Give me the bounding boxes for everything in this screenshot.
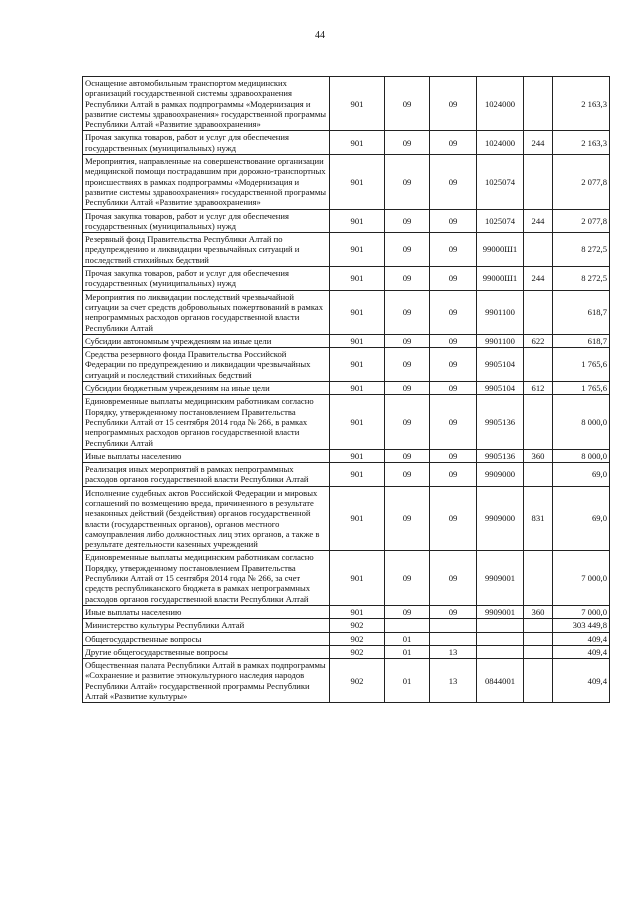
table-row <box>83 551 610 605</box>
subsection-cell: 09 <box>430 77 477 131</box>
table-row <box>83 348 610 382</box>
table-row <box>83 486 610 551</box>
subsection-cell: 09 <box>430 486 477 551</box>
row-name-cell: Средства резервного фонда Правительства Российской Федерации по предупреждению и ликвидации чрезвычайных ситуаций и последствий стихийных бедствий <box>83 348 330 382</box>
target-article-cell <box>477 645 524 658</box>
target-article-cell: 0844001 <box>477 659 524 703</box>
expense-type-cell: 612 <box>524 382 553 395</box>
row-name-cell: Иные выплаты населению <box>83 605 330 618</box>
expense-type-cell <box>524 463 553 487</box>
amount-cell: 69,0 <box>553 486 610 551</box>
table-row <box>83 233 610 267</box>
subsection-cell <box>430 632 477 645</box>
row-name-cell: Единовременные выплаты медицинским работникам согласно Порядку, утвержденному постановлением Правительства Республики Алтай от 15 сентября 2014 года № 266, в рамках непрограммных расходов органов государственной власти Республики Алтай <box>83 395 330 449</box>
table-row <box>83 659 610 703</box>
amount-cell: 7 000,0 <box>553 605 610 618</box>
grbs-cell: 901 <box>330 233 385 267</box>
grbs-cell: 901 <box>330 486 385 551</box>
grbs-cell: 902 <box>330 632 385 645</box>
subsection-cell: 09 <box>430 449 477 462</box>
amount-cell: 618,7 <box>553 290 610 334</box>
expense-type-cell: 831 <box>524 486 553 551</box>
expense-type-cell <box>524 659 553 703</box>
target-article-cell: 9905104 <box>477 382 524 395</box>
table-row <box>83 619 610 632</box>
table-row <box>83 632 610 645</box>
grbs-cell: 901 <box>330 395 385 449</box>
row-name-cell: Субсидии автономным учреждениям на иные цели <box>83 334 330 347</box>
section-cell: 09 <box>385 486 430 551</box>
grbs-cell: 902 <box>330 645 385 658</box>
table-row <box>83 463 610 487</box>
table-row <box>83 395 610 449</box>
grbs-cell: 902 <box>330 619 385 632</box>
row-name-cell: Мероприятия, направленные на совершенствование организации медицинской помощи пострадавшим при дорожно-транспортных происшествиях в рамках подпрограммы «Модернизация и развитие системы здравоохранения» государственной программы Республики Алтай «Развитие здравоохранения» <box>83 155 330 209</box>
amount-cell: 8 272,5 <box>553 233 610 267</box>
grbs-cell: 901 <box>330 77 385 131</box>
expense-type-cell <box>524 77 553 131</box>
section-cell: 01 <box>385 659 430 703</box>
section-cell: 09 <box>385 551 430 605</box>
table-row <box>83 449 610 462</box>
target-article-cell: 9909000 <box>477 463 524 487</box>
amount-cell: 1 765,6 <box>553 348 610 382</box>
subsection-cell: 09 <box>430 334 477 347</box>
amount-cell: 7 000,0 <box>553 551 610 605</box>
amount-cell: 2 077,8 <box>553 155 610 209</box>
row-name-cell: Субсидии бюджетным учреждениям на иные цели <box>83 382 330 395</box>
row-name-cell: Прочая закупка товаров, работ и услуг для обеспечения государственных (муниципальных) нужд <box>83 131 330 155</box>
table-row <box>83 290 610 334</box>
grbs-cell: 901 <box>330 131 385 155</box>
target-article-cell: 9909001 <box>477 605 524 618</box>
row-name-cell: Министерство культуры Республики Алтай <box>83 619 330 632</box>
grbs-cell: 901 <box>330 290 385 334</box>
amount-cell: 2 163,3 <box>553 131 610 155</box>
amount-cell: 2 163,3 <box>553 77 610 131</box>
budget-table <box>82 76 610 703</box>
section-cell: 09 <box>385 382 430 395</box>
expense-type-cell <box>524 290 553 334</box>
table-row <box>83 267 610 291</box>
target-article-cell: 1024000 <box>477 77 524 131</box>
row-name-cell: Общественная палата Республики Алтай в рамках подпрограммы «Сохранение и развитие этнокультурного наследия народов Республики Алтай» государственной программы Республики Алтай «Развитие культуры» <box>83 659 330 703</box>
target-article-cell <box>477 619 524 632</box>
amount-cell: 618,7 <box>553 334 610 347</box>
subsection-cell: 13 <box>430 645 477 658</box>
expense-type-cell: 244 <box>524 209 553 233</box>
target-article-cell: 99000Ш1 <box>477 267 524 291</box>
subsection-cell: 09 <box>430 605 477 618</box>
target-article-cell: 9909001 <box>477 551 524 605</box>
section-cell: 09 <box>385 131 430 155</box>
table-row <box>83 645 610 658</box>
expense-type-cell: 360 <box>524 449 553 462</box>
target-article-cell: 9901100 <box>477 290 524 334</box>
section-cell: 09 <box>385 233 430 267</box>
target-article-cell: 99000Ш1 <box>477 233 524 267</box>
row-name-cell: Иные выплаты населению <box>83 449 330 462</box>
amount-cell: 409,4 <box>553 659 610 703</box>
amount-cell: 409,4 <box>553 645 610 658</box>
amount-cell: 8 272,5 <box>553 267 610 291</box>
amount-cell: 2 077,8 <box>553 209 610 233</box>
row-name-cell: Прочая закупка товаров, работ и услуг для обеспечения государственных (муниципальных) нужд <box>83 209 330 233</box>
expense-type-cell <box>524 645 553 658</box>
expense-type-cell: 622 <box>524 334 553 347</box>
target-article-cell: 9905136 <box>477 449 524 462</box>
expense-type-cell <box>524 155 553 209</box>
subsection-cell: 09 <box>430 395 477 449</box>
expense-type-cell: 244 <box>524 267 553 291</box>
target-article-cell: 1024000 <box>477 131 524 155</box>
row-name-cell: Прочая закупка товаров, работ и услуг для обеспечения государственных (муниципальных) нужд <box>83 267 330 291</box>
section-cell: 09 <box>385 77 430 131</box>
subsection-cell <box>430 619 477 632</box>
table-row <box>83 77 610 131</box>
expense-type-cell <box>524 395 553 449</box>
table-row <box>83 155 610 209</box>
grbs-cell: 901 <box>330 267 385 291</box>
row-name-cell: Другие общегосударственные вопросы <box>83 645 330 658</box>
expense-type-cell: 244 <box>524 131 553 155</box>
amount-cell: 8 000,0 <box>553 395 610 449</box>
subsection-cell: 09 <box>430 209 477 233</box>
expense-type-cell <box>524 551 553 605</box>
row-name-cell: Оснащение автомобильным транспортом медицинских организаций государственной системы здравоохранения Республики Алтай в рамках подпрограммы «Модернизация и развитие системы здравоохранения» государственной программы Республики Алтай «Развитие здравоохранения» <box>83 77 330 131</box>
section-cell: 09 <box>385 267 430 291</box>
target-article-cell: 9905136 <box>477 395 524 449</box>
section-cell: 09 <box>385 155 430 209</box>
table-row <box>83 131 610 155</box>
expense-type-cell <box>524 348 553 382</box>
subsection-cell: 09 <box>430 290 477 334</box>
grbs-cell: 901 <box>330 348 385 382</box>
grbs-cell: 901 <box>330 155 385 209</box>
expense-type-cell <box>524 619 553 632</box>
section-cell: 01 <box>385 645 430 658</box>
table-row <box>83 382 610 395</box>
subsection-cell: 09 <box>430 463 477 487</box>
section-cell: 09 <box>385 209 430 233</box>
row-name-cell: Единовременные выплаты медицинским работникам согласно Порядку, утвержденному постановлением Правительства Республики Алтай от 15 сентября 2014 года № 266, за счет средств республиканского бюджета в рамках непрограммных расходов органов государственной власти Республики Алтай <box>83 551 330 605</box>
section-cell: 09 <box>385 463 430 487</box>
section-cell: 09 <box>385 395 430 449</box>
target-article-cell: 9909000 <box>477 486 524 551</box>
target-article-cell: 1025074 <box>477 209 524 233</box>
amount-cell: 69,0 <box>553 463 610 487</box>
row-name-cell: Общегосударственные вопросы <box>83 632 330 645</box>
amount-cell: 303 449,8 <box>553 619 610 632</box>
grbs-cell: 901 <box>330 463 385 487</box>
row-name-cell: Мероприятия по ликвидации последствий чрезвычайной ситуации за счет средств добровольных пожертвований в рамках непрограммных расходов органов государственной власти Республики Алтай <box>83 290 330 334</box>
expense-type-cell <box>524 632 553 645</box>
subsection-cell: 09 <box>430 551 477 605</box>
section-cell: 01 <box>385 632 430 645</box>
section-cell: 09 <box>385 290 430 334</box>
amount-cell: 409,4 <box>553 632 610 645</box>
expense-type-cell: 360 <box>524 605 553 618</box>
target-article-cell: 9905104 <box>477 348 524 382</box>
amount-cell: 1 765,6 <box>553 382 610 395</box>
subsection-cell: 09 <box>430 233 477 267</box>
subsection-cell: 13 <box>430 659 477 703</box>
section-cell: 09 <box>385 334 430 347</box>
target-article-cell: 1025074 <box>477 155 524 209</box>
budget-table-body <box>83 77 610 703</box>
table-row <box>83 334 610 347</box>
section-cell: 09 <box>385 348 430 382</box>
subsection-cell: 09 <box>430 382 477 395</box>
grbs-cell: 901 <box>330 382 385 395</box>
page-number: 44 <box>315 30 325 41</box>
grbs-cell: 901 <box>330 605 385 618</box>
grbs-cell: 901 <box>330 334 385 347</box>
row-name-cell: Исполнение судебных актов Российской Федерации и мировых соглашений по возмещению вреда, причиненного в результате незаконных действий (бездействия) органов государственной власти (государственных органов), органов местного самоуправления либо должностных лиц этих органов, а также в результате деятельности казенных учреждений <box>83 486 330 551</box>
table-row <box>83 605 610 618</box>
section-cell: 09 <box>385 449 430 462</box>
table-row <box>83 209 610 233</box>
section-cell <box>385 619 430 632</box>
target-article-cell: 9901100 <box>477 334 524 347</box>
subsection-cell: 09 <box>430 267 477 291</box>
grbs-cell: 901 <box>330 449 385 462</box>
target-article-cell <box>477 632 524 645</box>
expense-type-cell <box>524 233 553 267</box>
subsection-cell: 09 <box>430 155 477 209</box>
grbs-cell: 901 <box>330 551 385 605</box>
subsection-cell: 09 <box>430 348 477 382</box>
amount-cell: 8 000,0 <box>553 449 610 462</box>
grbs-cell: 902 <box>330 659 385 703</box>
subsection-cell: 09 <box>430 131 477 155</box>
grbs-cell: 901 <box>330 209 385 233</box>
row-name-cell: Реализация иных мероприятий в рамках непрограммных расходов органов государственной власти Республики Алтай <box>83 463 330 487</box>
section-cell: 09 <box>385 605 430 618</box>
row-name-cell: Резервный фонд Правительства Республики Алтай по предупреждению и ликвидации чрезвычайных ситуаций и последствий стихийных бедствий <box>83 233 330 267</box>
